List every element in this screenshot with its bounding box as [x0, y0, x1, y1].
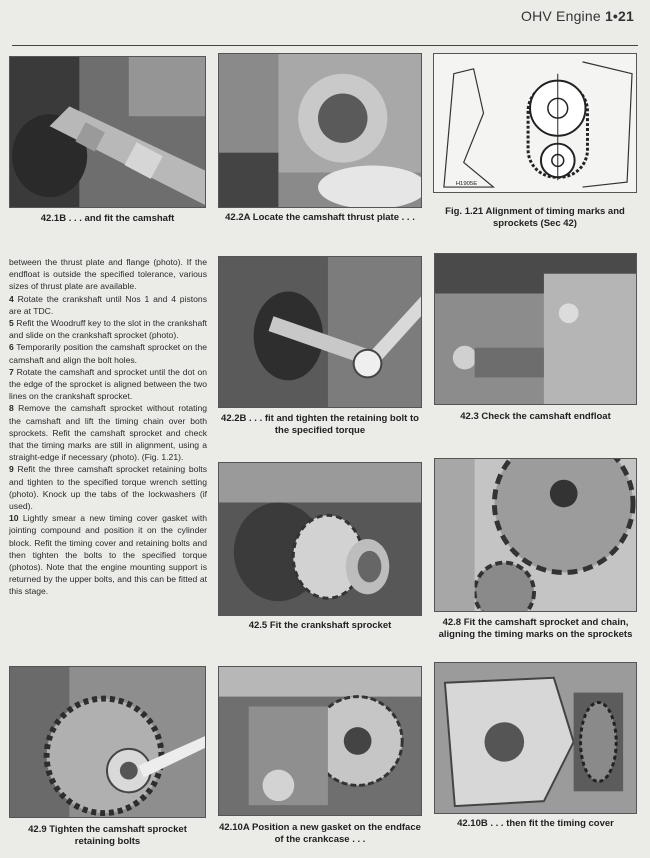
caption-42-2a: 42.2A Locate the camshaft thrust plate . . . [225, 212, 415, 223]
photo-42-10b [434, 662, 637, 814]
caption-42-10a: 42.10A Position a new gasket on the endface of the crankcase . . . [219, 822, 421, 845]
page-number: 1•21 [604, 8, 634, 24]
caption-42-5: 42.5 Fit the crankshaft sprocket [248, 620, 392, 631]
caption-42-9: 42.9 Tighten the camshaft sprocket retaining bolts [28, 824, 187, 847]
caption-42-1b: 42.1B . . . and fit the camshaft [40, 213, 175, 224]
body-text [9, 256, 207, 598]
caption-42-2b: 42.2B . . . fit and tighten the retaining bolt to the specified torque [221, 413, 419, 436]
photo-42-3 [434, 253, 637, 405]
body-intro: between the thrust plate and flange (photo). If the endfloat is outside the specified tolerance, various sizes of thrust plate are available. [9, 257, 207, 292]
photo-42-8 [434, 458, 637, 612]
photo-42-2b [218, 256, 422, 408]
photo-42-10a [218, 666, 422, 816]
caption-42-8: 42.8 Fit the camshaft sprocket and chain, aligning the timing marks on the sprockets [438, 617, 633, 640]
section-title: OHV Engine [521, 8, 601, 24]
caption-42-3: 42.3 Check the camshaft endfloat [460, 411, 611, 422]
step-9: 9 Refit the three camshaft sprocket retaining bolts and tighten to the specified torque wrench setting (photo). Knock up the tabs of the lockwashers (if used). [9, 464, 207, 512]
page-header [521, 8, 634, 24]
caption-42-10b: 42.10B . . . then fit the timing cover [457, 818, 614, 829]
figure-1-21 [433, 53, 637, 193]
step-8: 8 Remove the camshaft sprocket without rotating the camshaft and lift the timing chain over both sprockets. Refit the camshaft sprocket and check that the timing marks are still in alignment, using a straight-edge if necessary (photo). (Fig. 1.21). [9, 403, 207, 463]
step-7: 7 Rotate the camshaft and sprocket until the dot on the edge of the sprocket is aligned between the two lines on the crankshaft sprocket. [9, 366, 207, 402]
photo-42-5 [218, 462, 422, 616]
step-5: 5 Refit the Woodruff key to the slot in the crankshaft and slide on the crankshaft sprocket (photo). [9, 318, 207, 341]
figure-code-label: H1905E [455, 181, 478, 188]
photo-42-1b [9, 56, 206, 208]
step-4: 4 Rotate the crankshaft until Nos 1 and 4 pistons are at TDC. [9, 293, 208, 316]
step-10: 10 Lightly smear a new timing cover gasket with jointing compound and position it on the cylinder block. Refit the timing cover and retaining bolts and then tighten the bolts to the specified torque (photos). Note that the engine mounting support is returned by the upper bolts, and this can be fitted at this stage. [9, 513, 208, 597]
step-6: 6 Temporarily position the camshaft sprocket on the camshaft and align the bolt holes. [9, 342, 208, 365]
photo-42-2a [218, 53, 422, 208]
photo-42-9 [9, 666, 206, 818]
header-divider [12, 45, 638, 46]
caption-fig-1-21: Fig. 1.21 Alignment of timing marks and sprockets (Sec 42) [445, 206, 625, 229]
